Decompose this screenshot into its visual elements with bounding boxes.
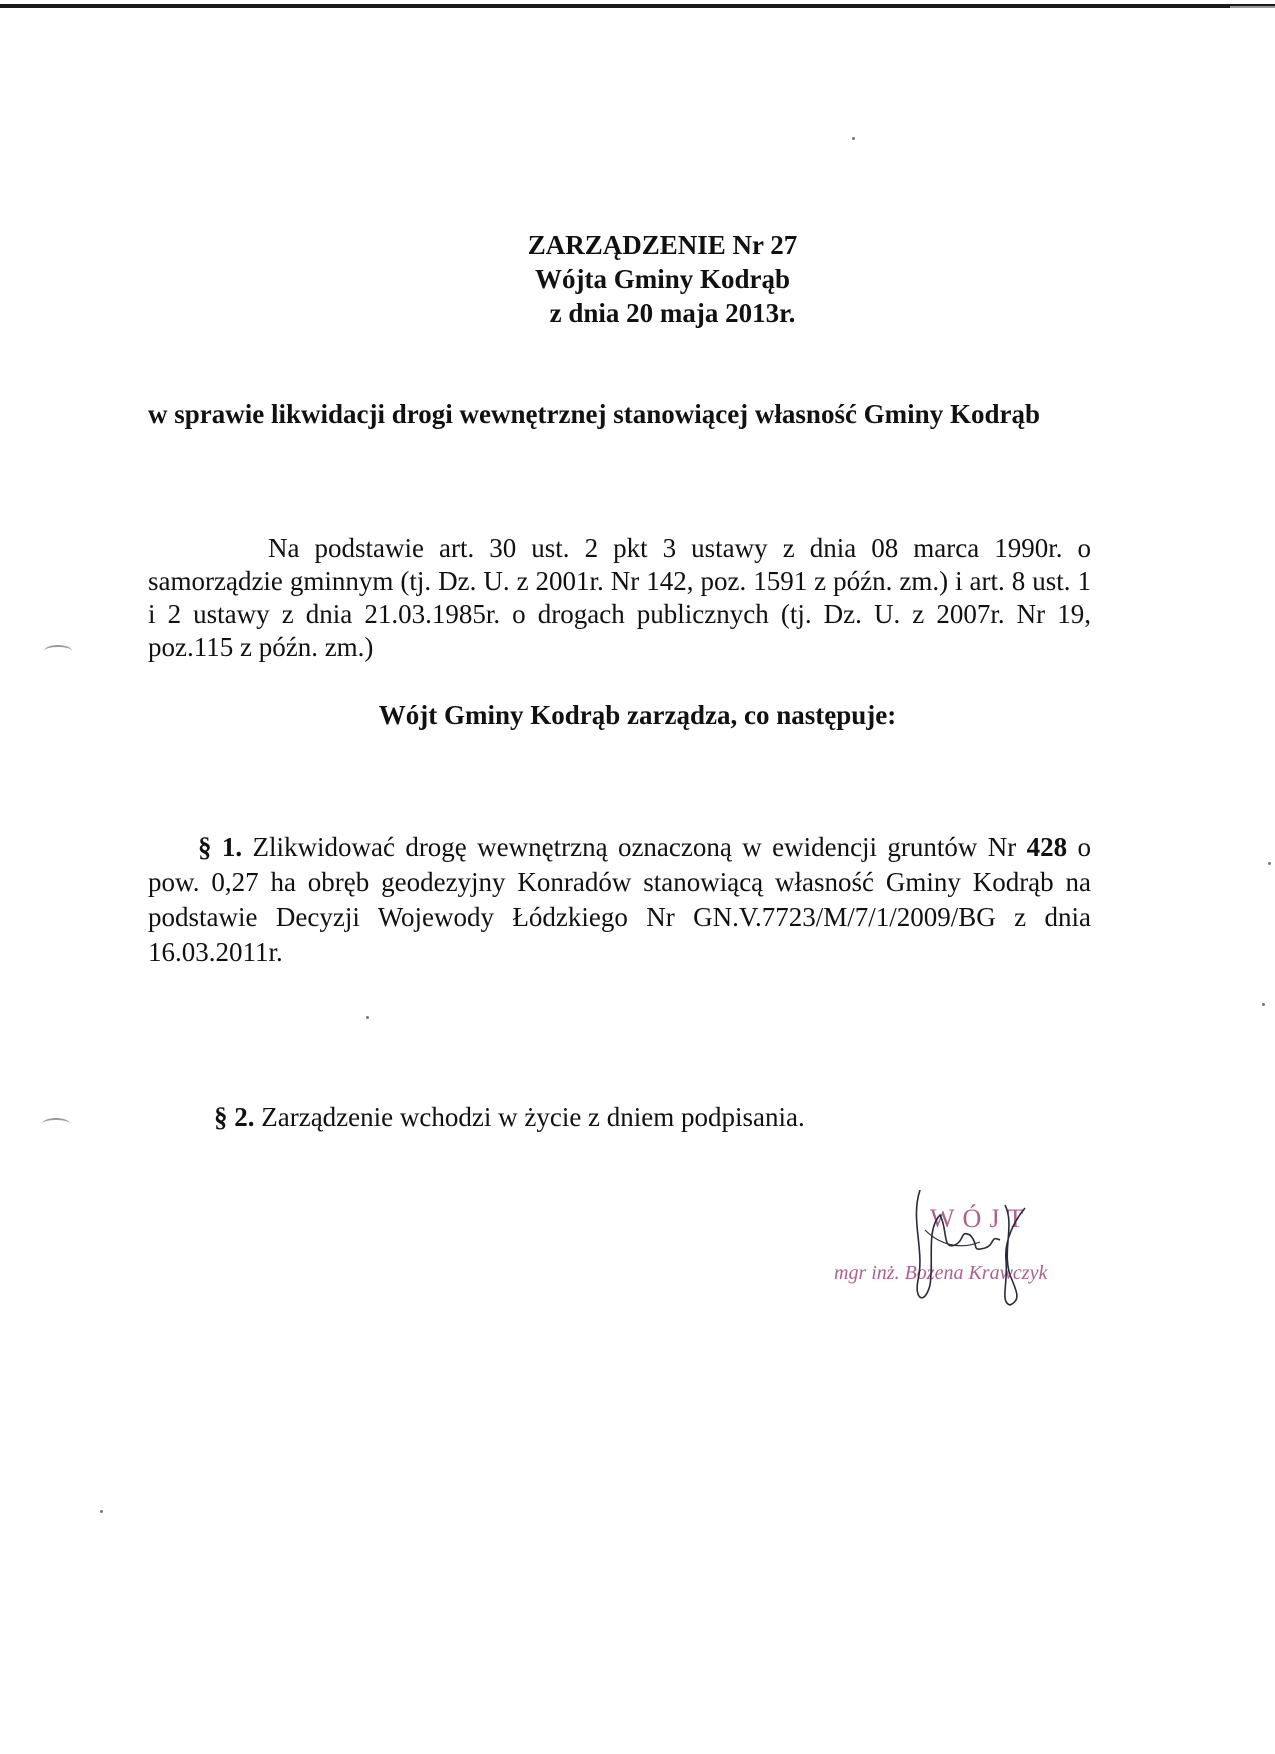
header-date: z dnia 20 maja 2013r. (549, 298, 796, 328)
section-1-paragraph (148, 830, 1091, 970)
legal-basis-paragraph: Na podstawie art. 30 ust. 2 pkt 3 ustawy z dnia 08 marca 1990r. o samorządzie gminnym (tj. Dz. U. z 2001r. Nr 142, poz. 1591 z późn. zm.) i art. 8 ust. 1 i 2 ustawy z dnia 21.03.1985r. o drogach publicznych (tj. Dz. U. z 2007r. Nr 19, poz.115 z późn. zm.) (148, 533, 1091, 662)
document-header (0, 228, 1275, 330)
official-stamp (830, 1190, 1130, 1330)
scan-top-edge-tail (1230, 6, 1275, 8)
scan-speck (852, 137, 855, 140)
decree-statement (0, 700, 1275, 731)
section-1-text-a: Zlikwidować drogę wewnętrzną oznaczoną w ewidencji gruntów Nr (242, 832, 1027, 862)
section-1-parcel-number: 428 (1026, 832, 1068, 862)
scan-speck (1268, 862, 1271, 865)
stamp-title: WÓJT (930, 1204, 1032, 1233)
scan-top-edge (0, 4, 1275, 8)
stamp-name: mgr inż. Bożena Krawczyk (834, 1262, 1048, 1284)
scan-mark (42, 1118, 70, 1130)
header-issuer: Wójta Gminy Kodrąb (534, 264, 790, 294)
scan-speck (1262, 1003, 1265, 1006)
header-title: ZARZĄDZENIE Nr 27 (527, 230, 798, 260)
handwritten-signature (830, 1190, 1130, 1330)
section-2-text: Zarządzenie wchodzi w życie z dniem podpisania. (254, 1102, 805, 1132)
section-2-paragraph (214, 1100, 1014, 1135)
decree-text: Wójt Gminy Kodrąb zarządza, co następuje: (378, 700, 897, 730)
section-1-text-b: o pow. 0,27 ha obręb geodezyjny Konradów stanowiącą własność Gminy Kodrąb na podstawie Decyzji Wojewody Łódzkiego Nr GN.V.7723/M/7/1/2009/BG z dnia 16.03.2011r. (148, 832, 1092, 967)
scan-speck (100, 1510, 103, 1513)
section-2-mark: § 2. (214, 1102, 255, 1132)
section-1-mark: § 1. (198, 832, 243, 862)
document-subject: w sprawie likwidacji drogi wewnętrznej stanowiącej własność Gminy Kodrąb (148, 399, 1040, 429)
scan-mark (44, 645, 72, 657)
scan-speck (366, 1016, 369, 1019)
